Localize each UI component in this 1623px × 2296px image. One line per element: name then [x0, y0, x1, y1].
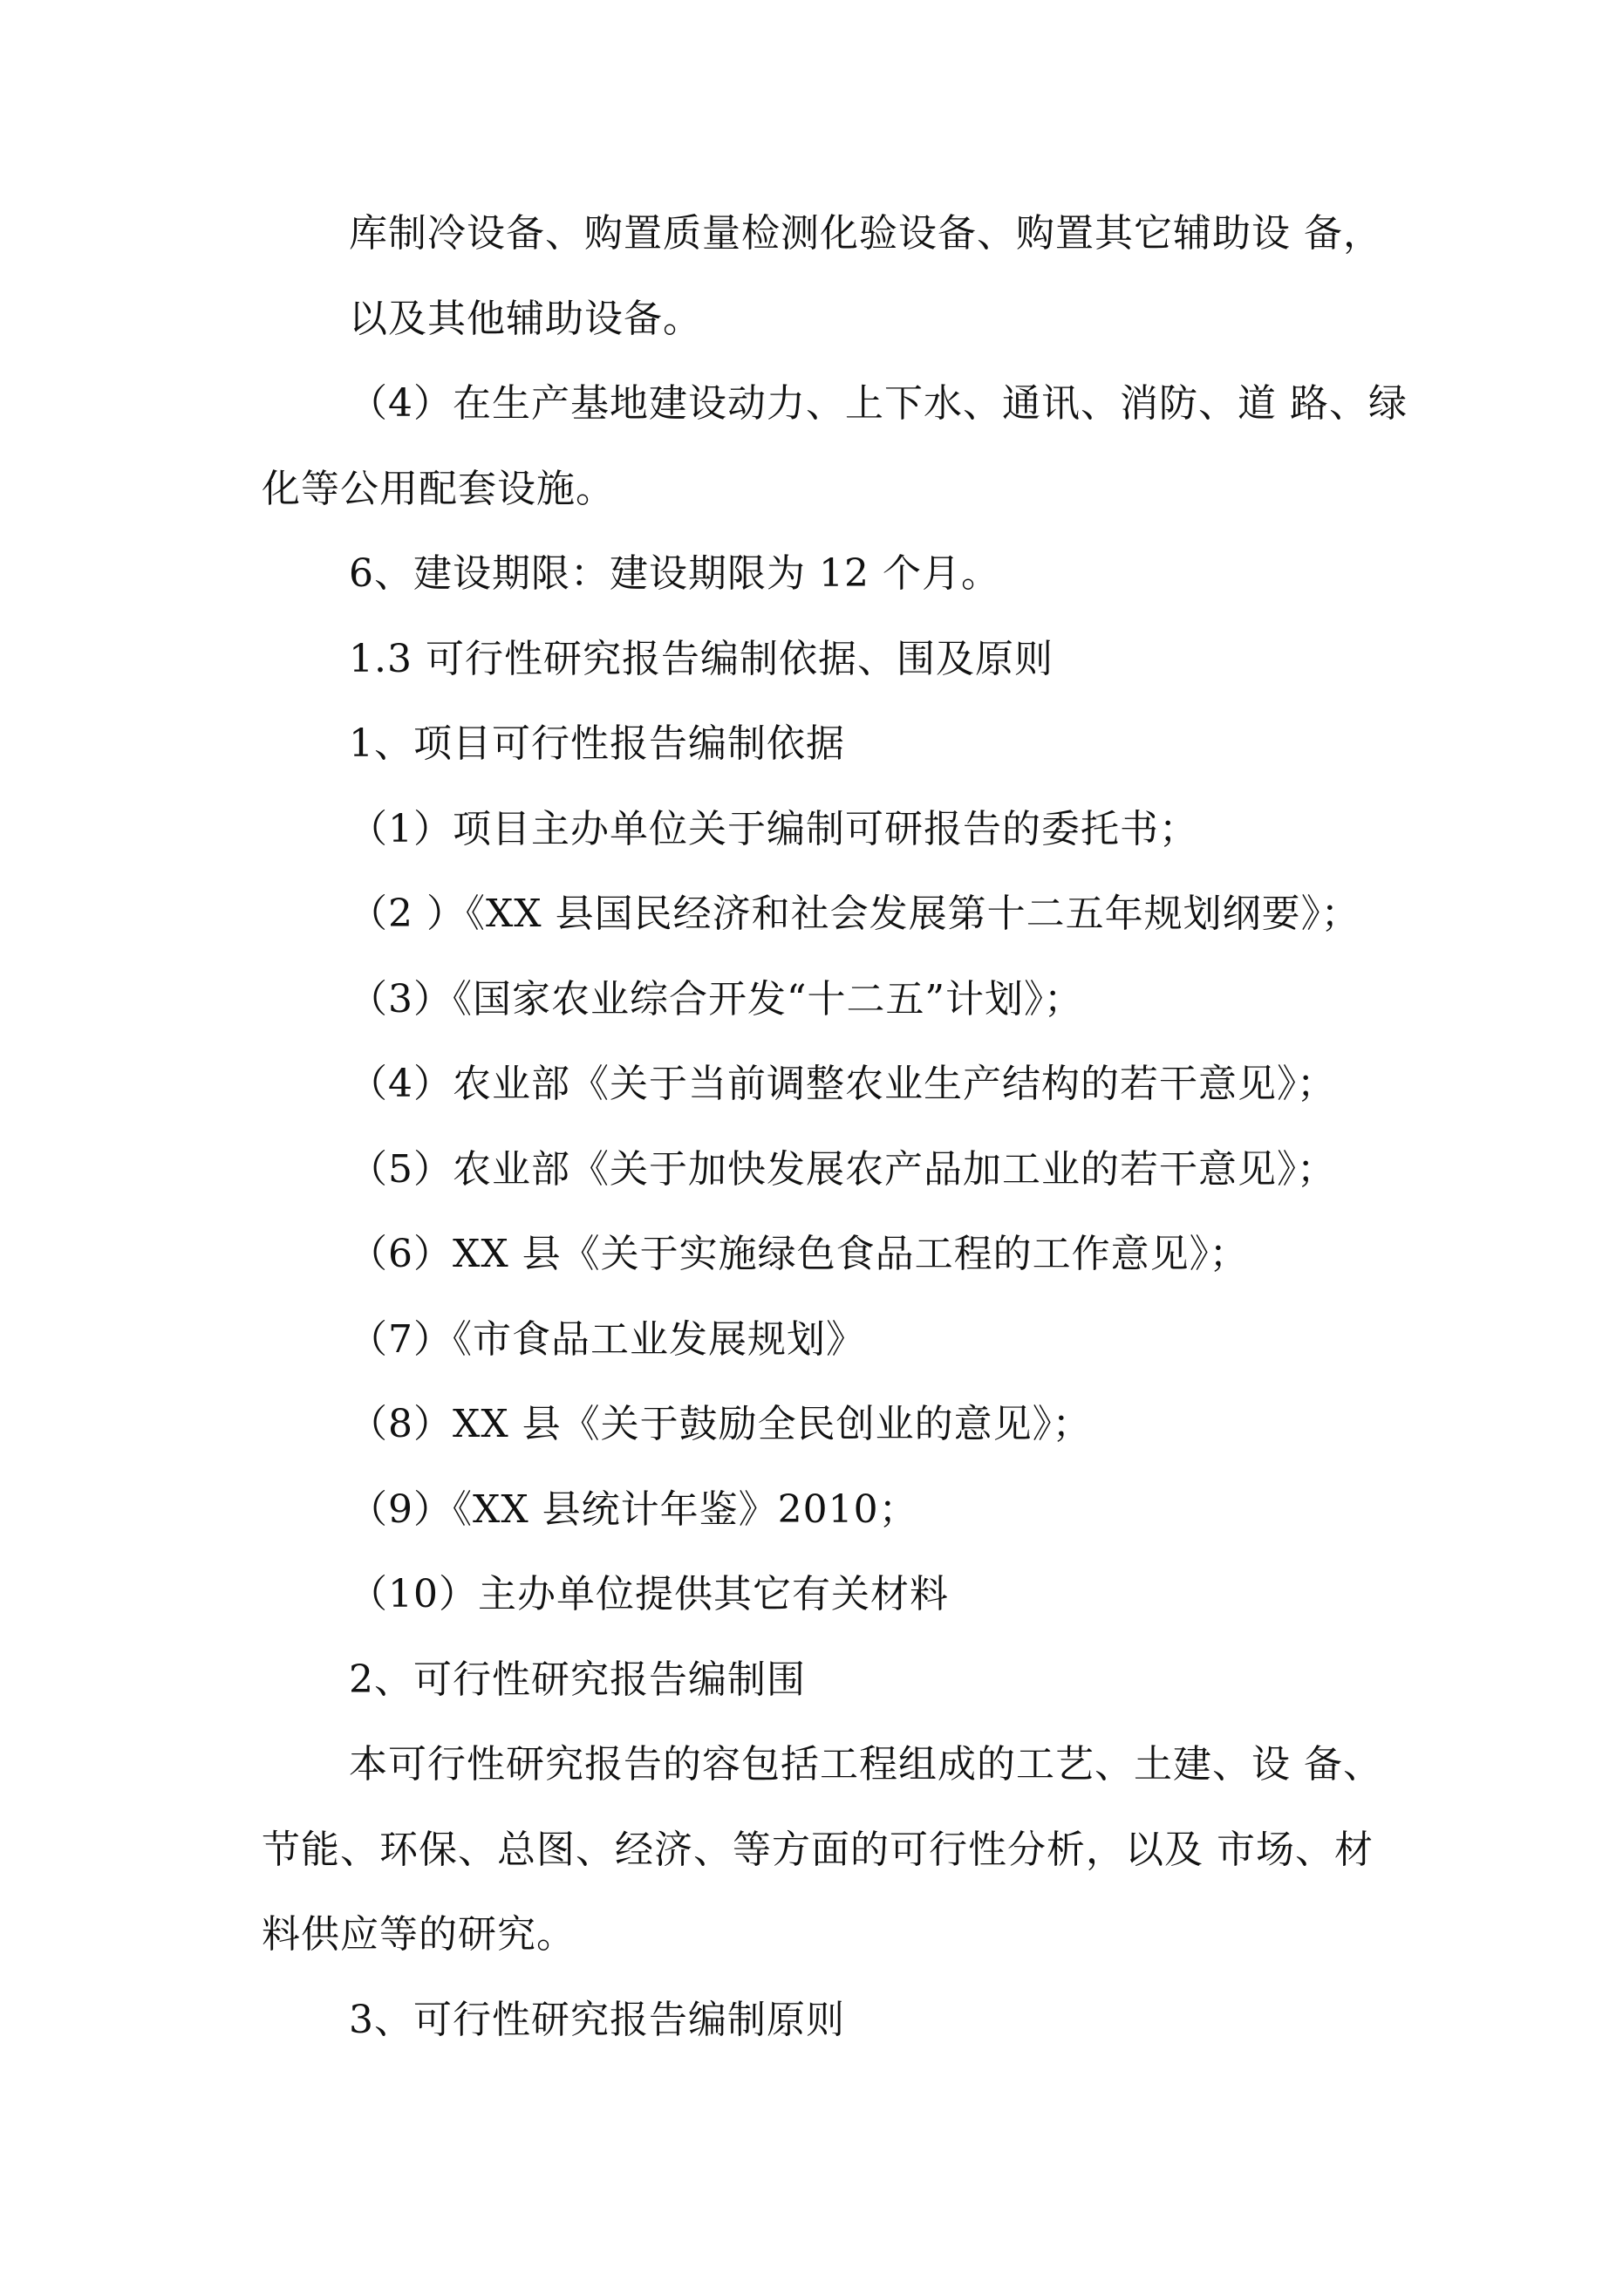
subsection-heading: 2、可行性研究报告编制围 [349, 1657, 806, 1702]
list-item: （5）农业部《关于加快发展农产品加工业的若干意见》； [349, 1147, 1336, 1192]
list-item: （6）XX 县《关于实施绿色食品工程的工作意见》； [349, 1232, 1249, 1276]
paragraph-line: （4）在生产基地建设动力、上下水、通讯、消防、道 路、绿 [349, 381, 1408, 426]
list-item: （1）项目主办单位关于编制可研报告的委托书； [349, 807, 1198, 851]
paragraph-line: 本可行性研究报告的容包括工程组成的工艺、土建、设 备、 [349, 1742, 1382, 1787]
paragraph-line: 节能、环保、总图、经济、等方面的可行性分析，以及 市场、材 [262, 1828, 1374, 1872]
list-item: （4）农业部《关于当前调整农业生产结构的若干意见》； [349, 1062, 1336, 1106]
paragraph-line: 料供应等的研究。 [262, 1912, 576, 1957]
subsection-heading: 1、项目可行性报告编制依据 [349, 721, 845, 766]
paragraph-line: 库制冷设备、购置质量检测化验设备、购置其它辅助设 备， [349, 211, 1382, 256]
paragraph-line: 以及其他辅助设备。 [349, 297, 702, 341]
list-item: （9）《XX 县统计年鉴》2010； [349, 1487, 918, 1532]
subsection-heading: 3、可行性研究报告编制原则 [349, 1998, 845, 2042]
section-heading: 1.3 可行性研究报告编制依据、围及原则 [349, 637, 1054, 681]
list-item: （3）《国家农业综合开发“十二五”计划》； [349, 977, 1083, 1022]
list-item: （7）《市食品工业发展规划》 [349, 1317, 865, 1362]
list-item: （2 ）《XX 县国民经济和社会发展第十二五年规划纲要》； [349, 892, 1360, 936]
list-item: （8）XX 县《关于鼓励全民创业的意见》； [349, 1402, 1092, 1446]
paragraph-line: 化等公用配套设施。 [262, 467, 615, 511]
list-item: （10）主办单位提供其它有关材料 [349, 1572, 949, 1616]
paragraph-line: 6、建设期限：建设期限为 12 个月。 [349, 551, 1000, 596]
